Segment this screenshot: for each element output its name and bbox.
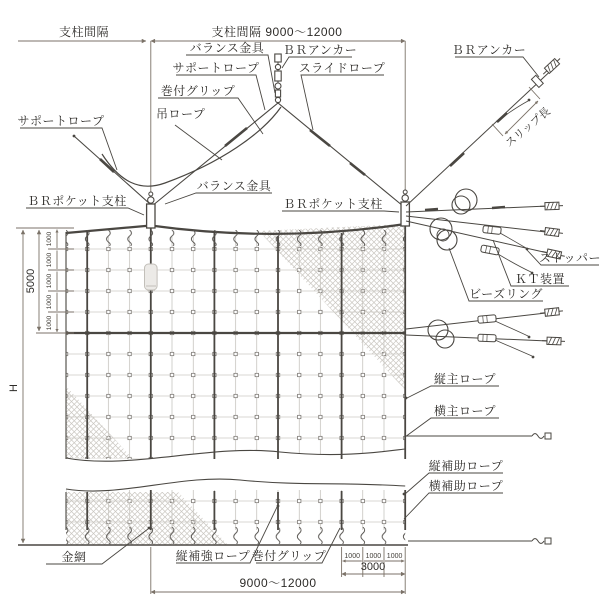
anchor-fitting [531, 75, 543, 87]
svg-text:バランス金具: バランス金具 [189, 41, 265, 55]
dim-1000-label: 1000 [344, 553, 360, 560]
net-panel [18, 224, 408, 545]
beads-ring-coil [452, 196, 470, 214]
svg-text:金網: 金網 [61, 550, 87, 564]
label-horizontal-aux-rope [404, 478, 503, 519]
dim-span-bottom-label: 9000〜12000 [239, 576, 317, 590]
rope-splices [225, 128, 365, 175]
svg-text:ビーズリング: ビーズリング [469, 287, 543, 301]
winding-grip-band-top [66, 230, 405, 246]
dim-1000-label: 1000 [46, 231, 53, 247]
label-br-pocket-post-left [26, 193, 144, 215]
slip-branch-wire [496, 101, 528, 122]
anchor-ropes-ef [406, 313, 548, 341]
svg-text:ＢＲアンカー: ＢＲアンカー [451, 43, 527, 57]
dim-1000-label: 1000 [386, 553, 403, 560]
svg-text:ＢＲポケット支柱: ＢＲポケット支柱 [27, 194, 127, 208]
svg-text:吊ロープ: 吊ロープ [156, 107, 206, 121]
dim-1000-label: 1000 [46, 273, 53, 289]
stopper-tip [526, 248, 529, 251]
dim-3000-label: 3000 [360, 561, 386, 573]
svg-text:縦主ロープ: 縦主ロープ [434, 372, 496, 386]
svg-text:サポートロープ: サポートロープ [172, 61, 260, 75]
label-horizontal-main-rope [405, 403, 499, 437]
svg-text:ＫＴ装置: ＫＴ装置 [514, 272, 566, 286]
svg-text:巻付グリップ: 巻付グリップ [251, 549, 327, 563]
label-slide-rope [299, 61, 386, 130]
dim-h-label: H [8, 384, 20, 392]
svg-text:スライドロープ: スライドロープ [298, 61, 386, 75]
svg-text:サポートロープ: サポートロープ [17, 114, 105, 128]
label-hanging-rope [156, 107, 222, 160]
svg-text:バランス金具: バランス金具 [196, 179, 272, 193]
beads-ring-coil [455, 189, 477, 211]
winding-grip-band-bottom [66, 527, 405, 544]
dim-span-left-label: 支柱間隔 [58, 25, 110, 39]
rope-end-dot [73, 135, 76, 138]
label-vertical-main-rope [405, 372, 499, 399]
svg-text:スリップ長: スリップ長 [503, 105, 553, 150]
svg-text:縦補強ロープ: 縦補強ロープ [175, 549, 251, 563]
label-br-anchor-right [452, 43, 539, 77]
label-stopper [527, 250, 601, 265]
dim-1000-label: 1000 [46, 252, 53, 268]
dim-5000-label: 5000 [25, 268, 37, 294]
svg-text:縦補助ロープ: 縦補助ロープ [428, 459, 504, 473]
beads-ring-coil [436, 330, 454, 348]
anchor-ropes-cd [406, 216, 548, 253]
anchor-rope-top [406, 64, 558, 206]
dim-1000-label: 1000 [365, 553, 382, 560]
label-br-pocket-post-center [282, 196, 399, 212]
br-pocket-post-right [401, 190, 409, 226]
svg-text:巻付グリップ: 巻付グリップ [160, 84, 236, 98]
br-anchor-assembly-top [275, 54, 281, 103]
dim-span-main-label: 支柱間隔 9000〜12000 [211, 25, 343, 39]
dim-1000-label: 1000 [46, 294, 53, 310]
svg-text:ＢＲポケット支柱: ＢＲポケット支柱 [283, 197, 383, 211]
dim-1000-label: 1000 [46, 315, 53, 331]
rope-splices [450, 113, 507, 166]
svg-text:ＢＲアンカー: ＢＲアンカー [282, 43, 358, 57]
svg-text:横主ロープ: 横主ロープ [434, 404, 496, 418]
svg-text:ストッパー: ストッパー [538, 251, 602, 265]
svg-text:横補助ロープ: 横補助ロープ [428, 479, 504, 493]
